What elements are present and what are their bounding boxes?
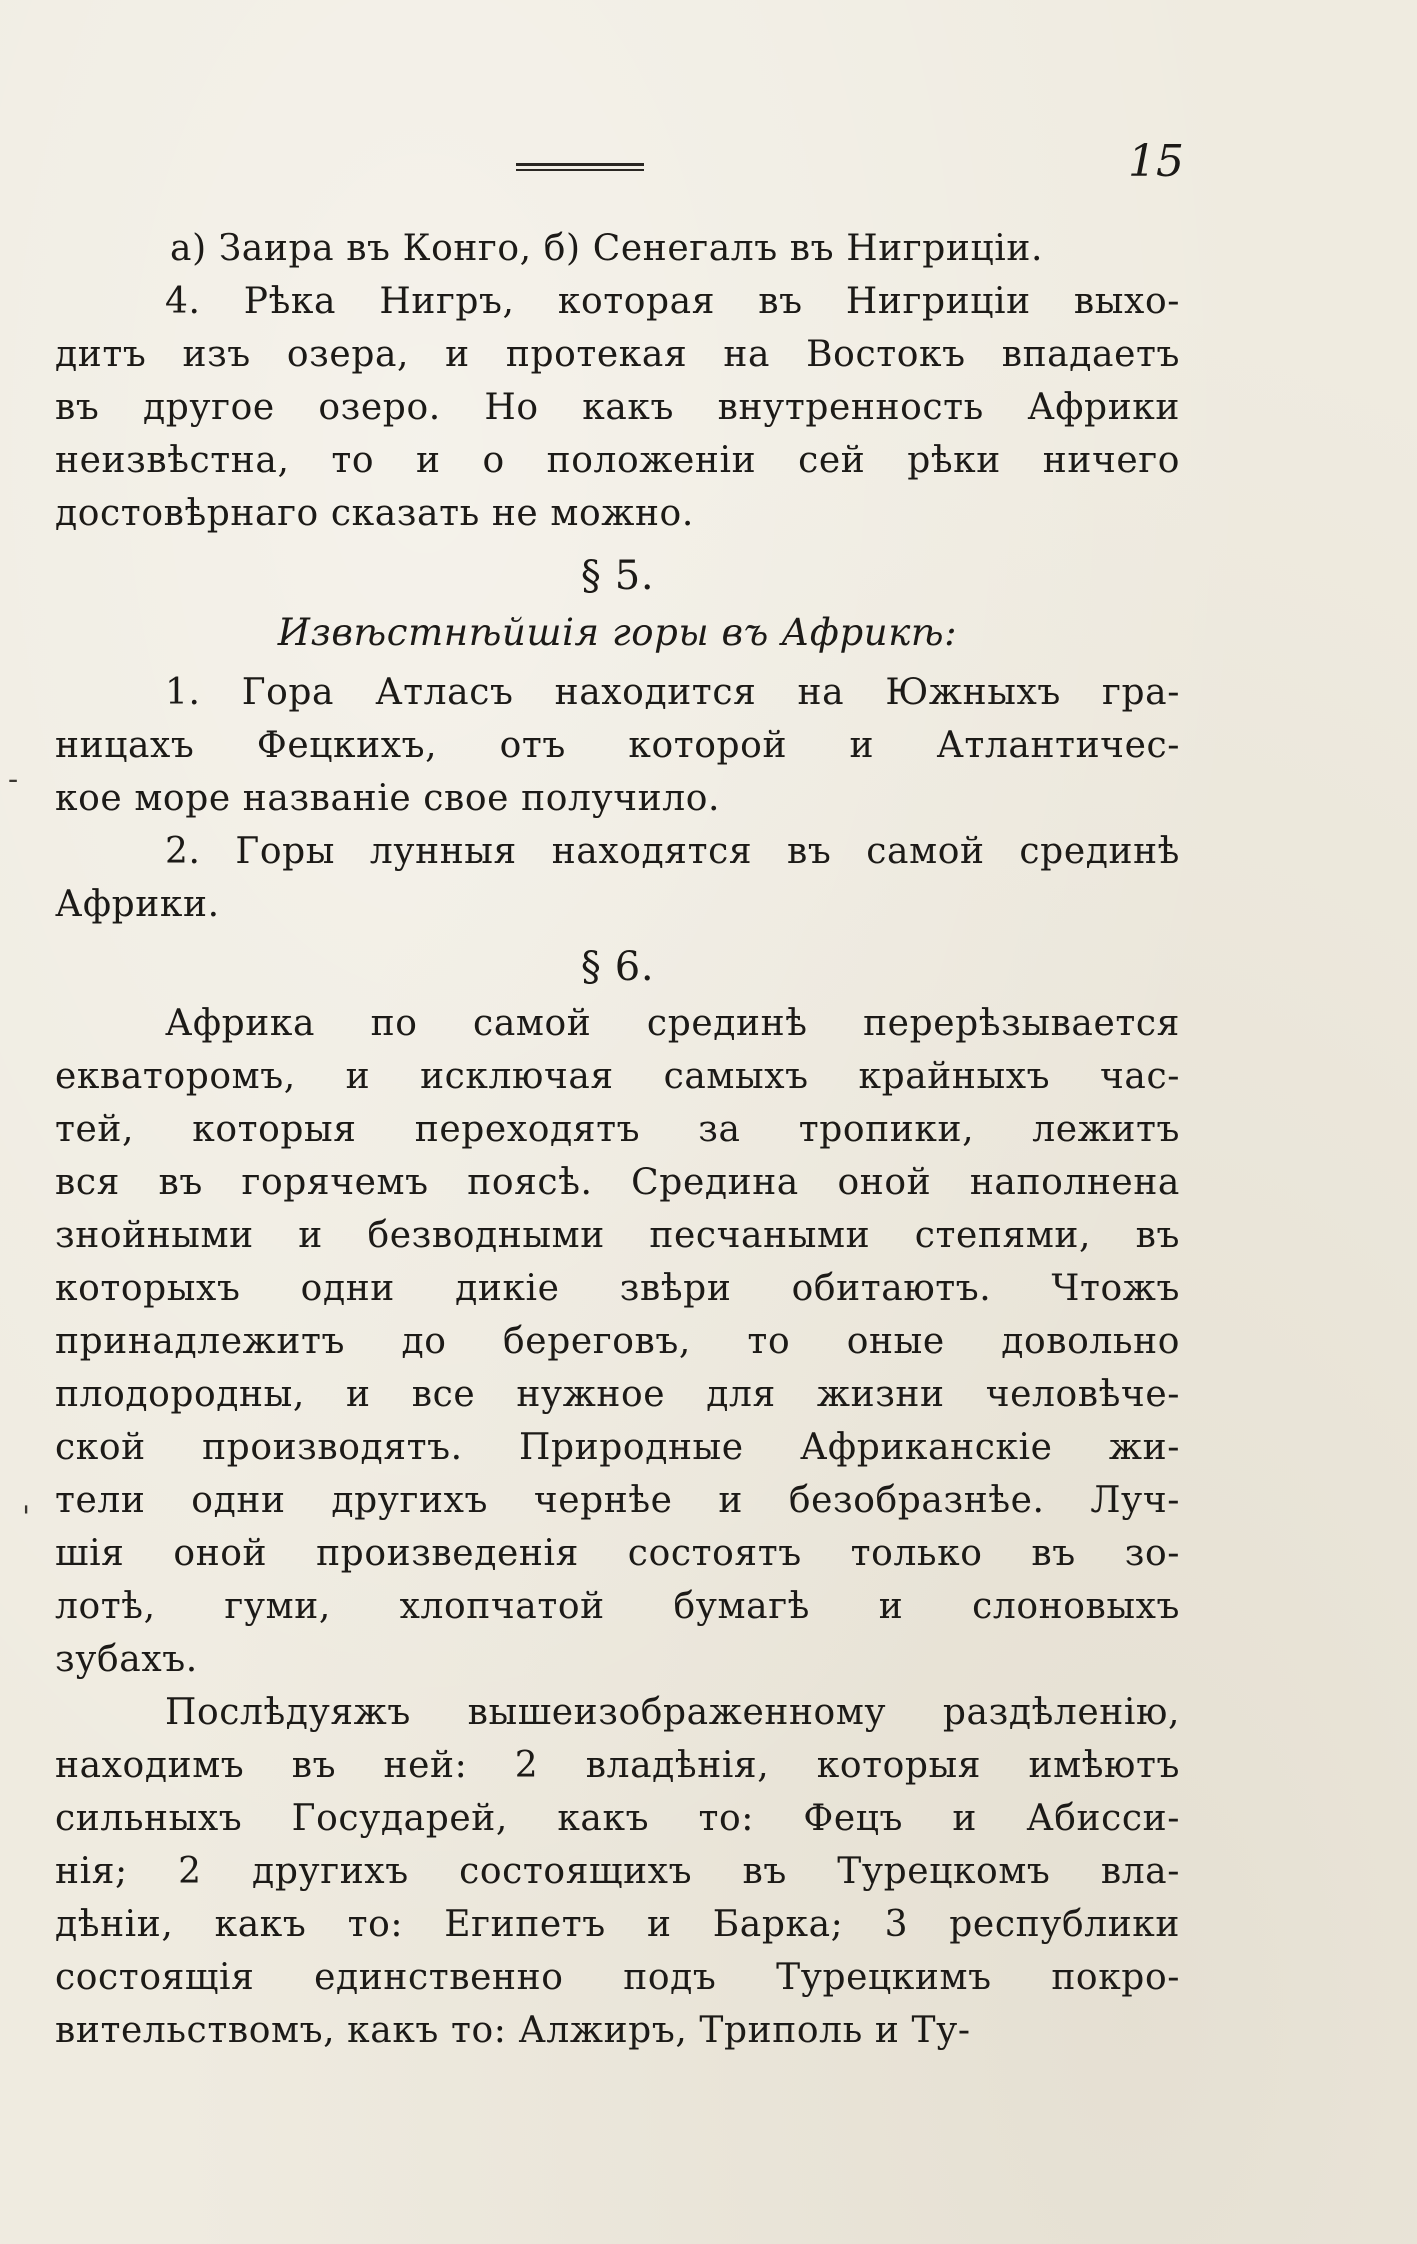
paragraph (55, 666, 1180, 825)
text-line: неизвѣстна, то и о положеніи сей рѣки ничего (55, 440, 1180, 481)
text-line: тели одни другихъ чернѣе и безобразнѣе. Луч- (55, 1480, 1180, 1521)
text-line: шія оной произведенія состоятъ только въ зо- (55, 1533, 1180, 1574)
text-line: дитъ изъ озера, и протекая на Востокъ впадаетъ (55, 334, 1180, 375)
text-line: плодородны, и все нужное для жизни человѣче- (55, 1374, 1180, 1415)
text-line: 4. Рѣка Нигръ, которая въ Нигриціи выхо- (165, 281, 1180, 322)
text-line: ской производятъ. Природные Африканскіе жи- (55, 1427, 1180, 1468)
text-line: состоящія единственно подъ Турецкимъ покро- (55, 1957, 1180, 1998)
text-line: Африки. (55, 884, 220, 925)
text-line: вительствомъ, какъ то: Алжиръ, Триполь и Ту- (55, 2010, 971, 2051)
section-heading: § 6. (580, 944, 655, 990)
text-line: Африка по самой срединѣ перерѣзывается (165, 1003, 1180, 1044)
text-line: въ другое озеро. Но какъ внутренность Африки (55, 387, 1180, 428)
text-line: кое море названіе свое получило. (55, 778, 721, 819)
body-text (55, 222, 1180, 2057)
text-line: ницахъ Фецкихъ, отъ которой и Атлантичес- (55, 725, 1180, 766)
text-line: знойными и безводными песчаными степями, въ (55, 1215, 1180, 1256)
text-line: достовѣрнаго сказать не можно. (55, 493, 694, 534)
text-line: вся въ горячемъ поясѣ. Средина оной наполнена (55, 1162, 1180, 1203)
paragraph (55, 997, 1180, 1686)
header-rule (516, 163, 644, 177)
paragraph (55, 275, 1180, 540)
margin-tick-mark: ' (22, 1500, 31, 1535)
text-line: 2. Горы лунныя находятся въ самой срединѣ (165, 831, 1180, 872)
text-line: находимъ въ ней: 2 владѣнія, которыя имѣютъ (55, 1745, 1180, 1786)
text-line: екваторомъ, и исключая самыхъ крайныхъ час- (55, 1056, 1180, 1097)
margin-dash-mark: - (8, 762, 19, 797)
page-number: 15 (1128, 136, 1184, 187)
section-subheading: Извѣстнѣйшія горы въ Африкѣ: (277, 611, 958, 654)
text-line: лотѣ, гуми, хлопчатой бумагѣ и слоновыхъ (55, 1586, 1180, 1627)
text-line: дѣніи, какъ то: Египетъ и Барка; 3 республики (55, 1904, 1180, 1945)
paragraph (55, 825, 1180, 931)
section-heading: § 5. (580, 553, 655, 599)
text-line: которыхъ одни дикіе звѣри обитаютъ. Чтожъ (55, 1268, 1180, 1309)
text-line: сильныхъ Государей, какъ то: Фецъ и Абисси- (55, 1798, 1180, 1839)
text-line: тей, которыя переходятъ за тропики, лежитъ (55, 1109, 1180, 1150)
paragraph (55, 222, 1180, 275)
text-line: Послѣдуяжъ вышеизображенному раздѣленію, (165, 1692, 1180, 1733)
text-line: зубахъ. (55, 1639, 198, 1680)
text-line: а) Заира въ Конго, б) Сенегалъ въ Нигриціи. (170, 228, 1044, 269)
paragraph (55, 1686, 1180, 2057)
text-line: 1. Гора Атласъ находится на Южныхъ гра- (165, 672, 1180, 713)
text-line: нія; 2 другихъ состоящихъ въ Турецкомъ вла- (55, 1851, 1180, 1892)
text-line: принадлежитъ до береговъ, то оные довольно (55, 1321, 1180, 1362)
